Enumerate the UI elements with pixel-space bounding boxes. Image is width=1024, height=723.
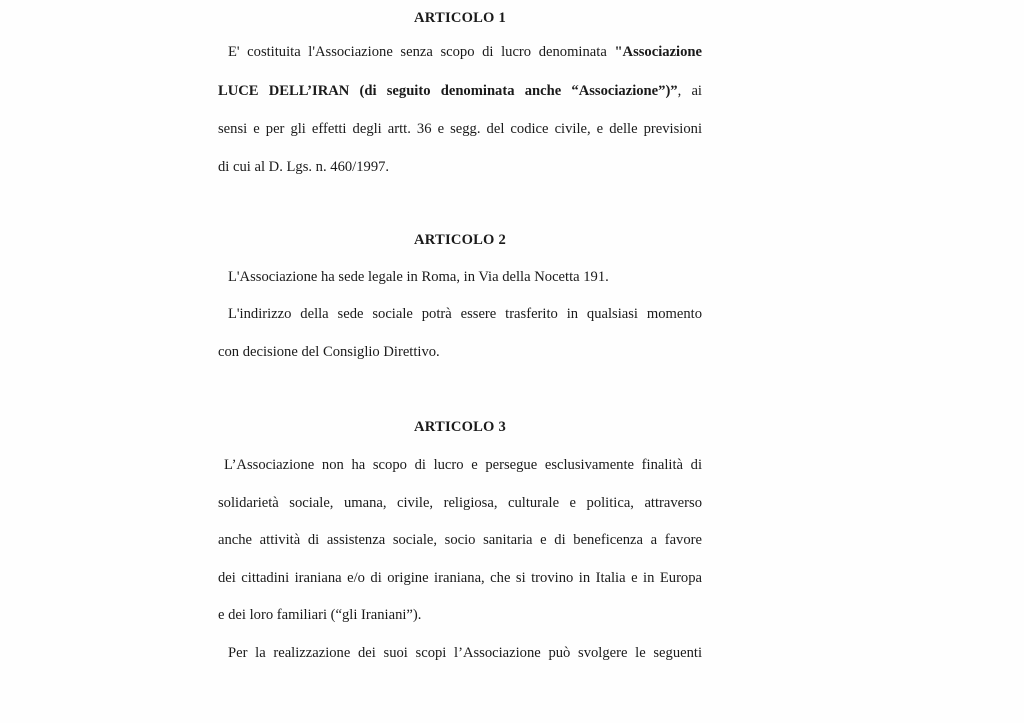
article-1-line-2 bbox=[218, 82, 702, 100]
article-1-line-2-tail: , ai bbox=[677, 83, 702, 99]
article-3-line-1: L’Associazione non ha scopo di lucro e persegue esclusivamente finalità di bbox=[224, 457, 702, 473]
article-2-line-2: L'indirizzo della sede sociale potrà essere trasferito in qualsiasi momento bbox=[228, 306, 702, 322]
article-3-line-5: e dei loro familiari (“gli Iraniani”). bbox=[218, 607, 422, 623]
article-2-line-1: L'Associazione ha sede legale in Roma, in Via della Nocetta 191. bbox=[228, 269, 609, 285]
article-3-line-4: dei cittadini iraniana e/o di origine iraniana, che si trovino in Italia e in Europa bbox=[218, 570, 702, 586]
article-3-heading: ARTICOLO 3 bbox=[414, 419, 506, 435]
article-1-line-4: di cui al D. Lgs. n. 460/1997. bbox=[218, 159, 390, 175]
article-1-heading: ARTICOLO 1 bbox=[414, 10, 506, 26]
association-name-start: "Associazione bbox=[614, 44, 702, 60]
association-name: LUCE DELL’IRAN (di seguito denominata anche “Associazione”)” bbox=[218, 83, 678, 99]
article-1-line-1 bbox=[218, 43, 702, 61]
article-1-line-3: sensi e per gli effetti degli artt. 36 e segg. del codice civile, e delle previsioni bbox=[218, 121, 702, 137]
article-3-line-2: solidarietà sociale, umana, civile, religiosa, culturale e politica, attraverso bbox=[218, 495, 702, 511]
article-3-line-3: anche attività di assistenza sociale, socio sanitaria e di beneficenza a favore bbox=[218, 532, 702, 548]
article-2-heading: ARTICOLO 2 bbox=[414, 232, 506, 248]
article-3-line-6: Per la realizzazione dei suoi scopi l’Associazione può svolgere le seguenti bbox=[228, 645, 702, 661]
article-1-line-1-text: E' costituita l'Associazione senza scopo di lucro denominata bbox=[228, 44, 615, 60]
article-2-line-3: con decisione del Consiglio Direttivo. bbox=[218, 344, 440, 360]
